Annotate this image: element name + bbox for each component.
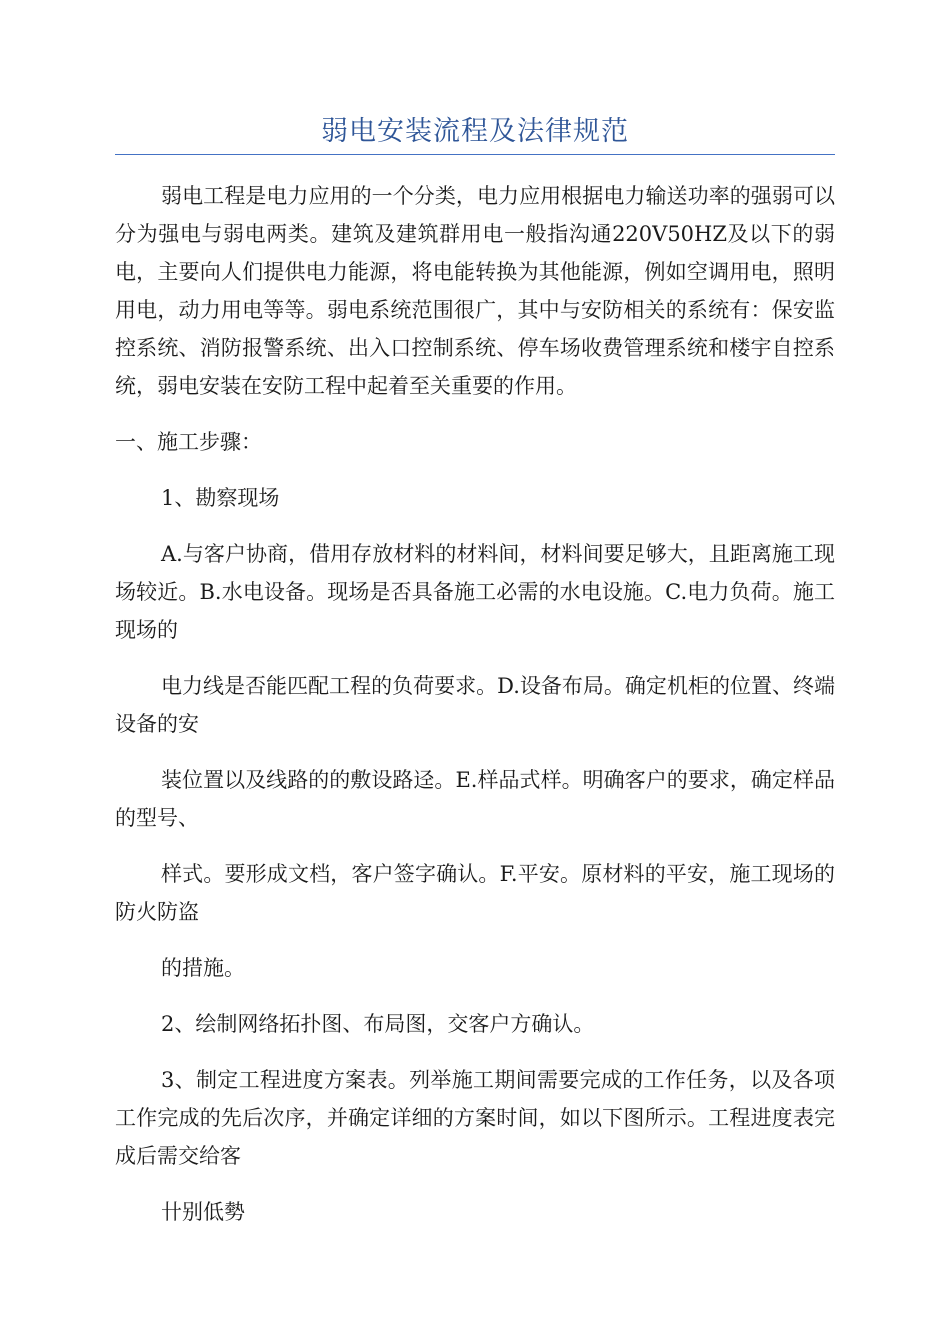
section-heading: 一、施工步骤： [115, 430, 262, 454]
title-underline [115, 154, 835, 155]
step-1-paragraph-c: 装位置以及线路的的敷设路迳。E.样品式样。明确客户的要求，确定样品的型号、 [115, 768, 835, 830]
intro-paragraph: 弱电工程是电力应用的一个分类，电力应用根据电力输送功率的强弱可以分为强电与弱电两类。建筑及建筑群用电一般指沟通220V50HZ及以下的弱电，主要向人们提供电力能源，将电能转换为其他能源，例如空调用电，照明用电，动力用电等等。弱电系统范围很广，其中与安防相关的系统有：保安监控系统、消防报警系统、出入口控制系统、停车场收费管理系统和楼宇自控系统，弱电安装在安防工程中起着至关重要的作用。 [115, 184, 835, 398]
step-1-paragraph-b: 电力线是否能匹配工程的负荷要求。D.设备布局。确定机柜的位置、终端设备的安 [115, 674, 835, 736]
step-1-paragraph-e: 的措施。 [161, 956, 245, 980]
step-3-paragraph: 3、制定工程进度方案表。列举施工期间需要完成的工作任务，以及各项工作完成的先后次序，并确定详细的方案时间，如以下图所示。工程进度表完成后需交给客 [115, 1068, 835, 1168]
step-2-paragraph: 2、绘制网络拓扑图、布局图，交客户方确认。 [161, 1012, 595, 1036]
document-body [115, 177, 835, 1231]
step-1-paragraph-d: 样式。要形成文档，客户签字确认。F.平安。原材料的平安，施工现场的防火防盗 [115, 862, 835, 924]
document-title: 弱电安装流程及法律规范 [321, 116, 629, 147]
trailing-fragment: 卄别低勢 [161, 1200, 245, 1224]
step-heading-1: 1、勘察现场 [161, 486, 280, 510]
step-1-paragraph-a: A.与客户协商，借用存放材料的材料间，材料间要足够大，且距离施工现场较近。B.水电设备。现场是否具备施工必需的水电设施。C.电力负荷。施工现场的 [115, 542, 835, 642]
